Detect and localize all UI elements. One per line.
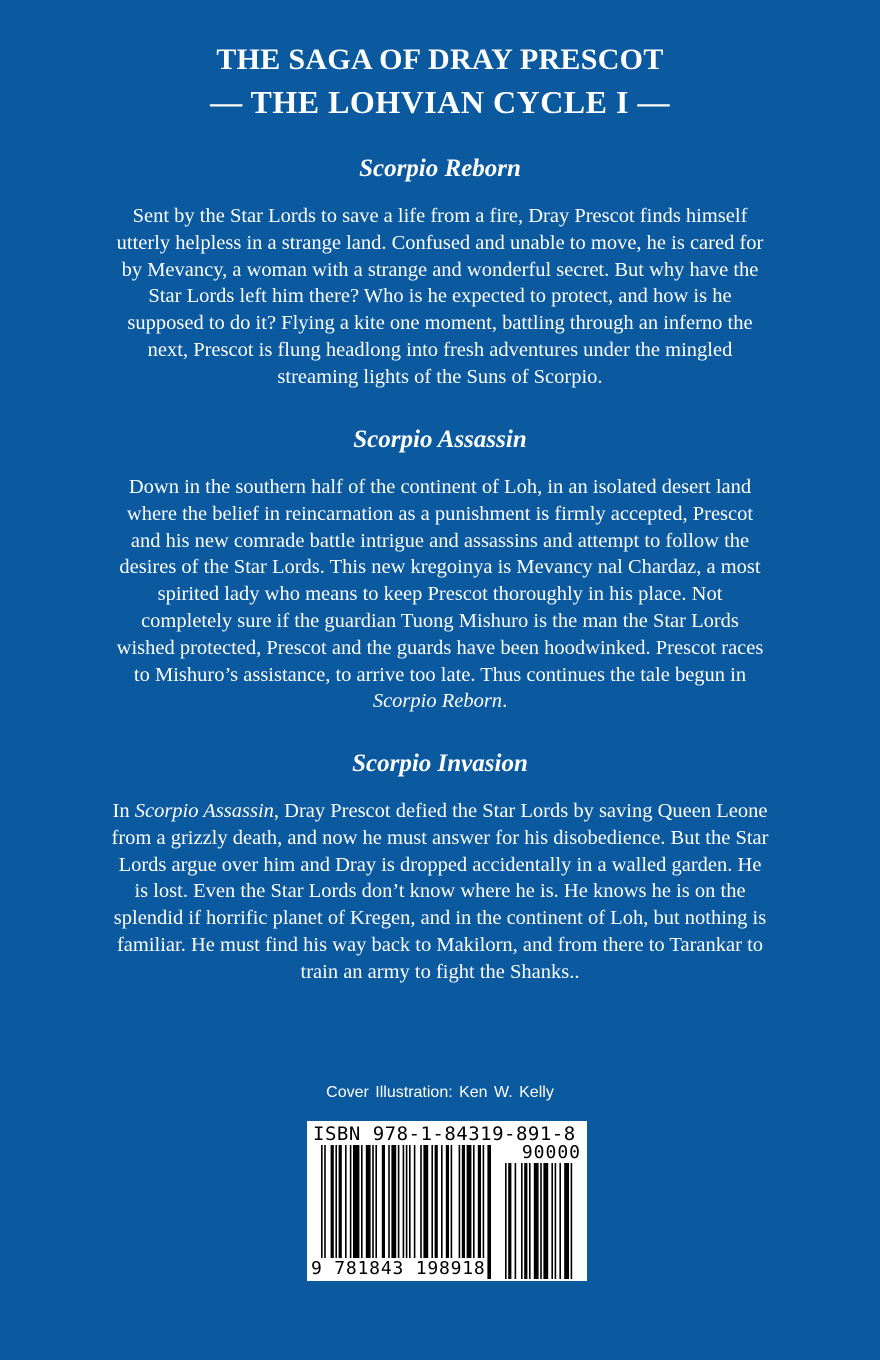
blurb-end: . <box>502 690 508 713</box>
barcode-bar <box>521 1163 523 1279</box>
barcode-bar <box>559 1163 561 1279</box>
barcode-bar <box>564 1163 569 1279</box>
isbn-barcode <box>307 1121 587 1281</box>
barcode-bar <box>571 1163 573 1279</box>
barcode-bar <box>508 1163 511 1279</box>
barcode-bar <box>534 1163 539 1279</box>
barcode-bar <box>529 1163 531 1279</box>
cover-illustration-credit: Cover Illustration: Ken W. Kelly <box>326 1084 554 1101</box>
barcode-digits: 9 781843 198918 <box>311 1258 486 1279</box>
barcode-bar <box>505 1163 507 1279</box>
isbn-label: ISBN 978-1-84319-891-8 <box>313 1123 576 1145</box>
series-title <box>0 42 880 122</box>
series-title-line-2: — THE LOHVIAN CYCLE I — <box>210 84 670 120</box>
book-blurb: Sent by the Star Lords to save a life from a fire, Dray Prescot finds himself utterly helpless in a strange land. Confused and unable to move, he is cared for by Mevancy, a woman with a strange and wonderful secret. But why have the Star Lords left him there? Who is he expected to protect, and how is he supposed to do it? Flying a kite one moment, battling through an inferno the next, Prescot is flung headlong into fresh adventures under the mingled streaming lights of the Suns of Scorpio. <box>116 205 764 388</box>
book-section-scorpio-invasion <box>110 748 770 986</box>
book-section-scorpio-reborn <box>110 153 770 391</box>
barcode-bar <box>487 1145 491 1279</box>
blurb-text: Down in the southern half of the continent of Loh, in an isolated desert land where the belief in reincarnation as a punishment is firmly accepted, Prescot and his new comrade battle intrigue and assassins and attempt to follow the desires of the Star Lords. This new kregoinya is Mevancy nal Chardaz, a most spirited lady who means to keep Prescot thoroughly in his place. Not completely sure if the guardian Tuong Mishuro is the man the Star Lords wished protected, Prescot and the guards have been hoodwinked. Prescot races to Mishuro’s assistance, to arrive too late. Thus continues the tale begun in <box>116 476 764 686</box>
book-blurb <box>110 798 770 986</box>
barcode-bar <box>543 1163 548 1279</box>
book-title: Scorpio Reborn <box>359 155 521 182</box>
barcode-bar <box>551 1163 553 1279</box>
addon-barcode-bars <box>505 1163 581 1279</box>
barcode-bar <box>524 1163 527 1279</box>
book-blurb <box>110 474 770 715</box>
blurb-italic-title: Scorpio Reborn <box>372 690 503 713</box>
blurb-start: In <box>112 800 130 822</box>
barcode-bar <box>555 1163 557 1279</box>
series-title-line-1: THE SAGA OF DRAY PRESCOT <box>216 43 664 76</box>
barcode-bar <box>515 1163 517 1279</box>
book-title: Scorpio Assassin <box>353 426 527 453</box>
price-code: 90000 <box>521 1142 581 1163</box>
blurb-text: , Dray Prescot defied the Star Lords by saving Queen Leone from a grizzly death, and now he must answer for his disobedience. But the Star Lords argue over him and Dray is dropped accidentally in a walled garden. He is lost. Even the Star Lords don’t know where he is. He knows he is on the splendid if horrific planet of Kregen, and in the continent of Loh, but nothing is familiar. He must find his way back to Makilorn, and from there to Tarankar to train an army to fight the Shanks.. <box>111 800 769 983</box>
book-section-scorpio-assassin <box>110 424 770 715</box>
blurb-italic-title: Scorpio Assassin <box>134 800 274 822</box>
addon-barcode-svg <box>505 1163 581 1279</box>
book-title: Scorpio Invasion <box>352 750 528 777</box>
barcode-bar <box>540 1163 542 1279</box>
